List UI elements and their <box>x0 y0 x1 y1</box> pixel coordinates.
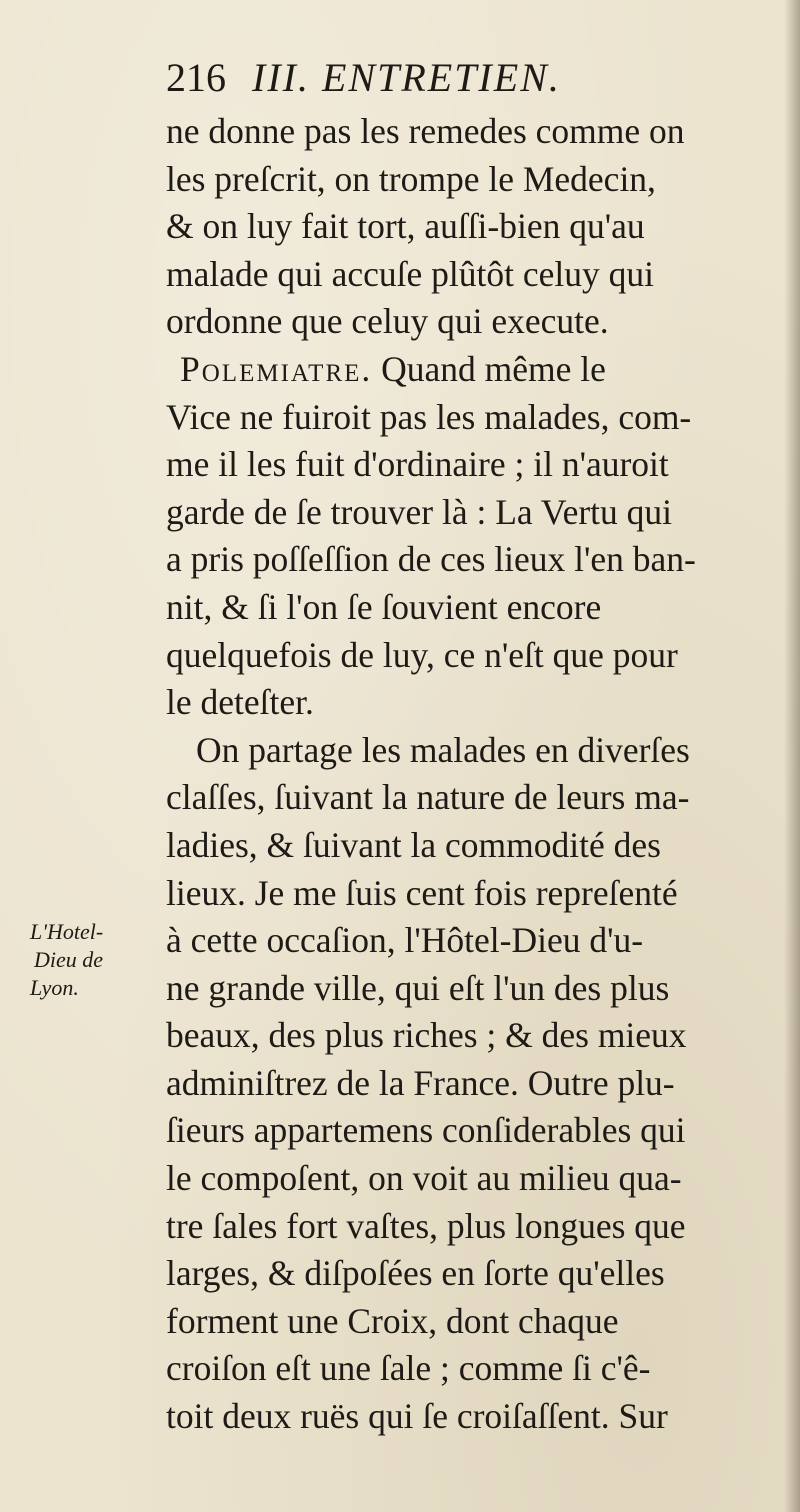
text-line: Vice ne fuiroit pas les malades, com- <box>166 396 692 437</box>
page-edge-shadow <box>784 0 800 1512</box>
margin-note-line: Dieu de <box>34 947 104 972</box>
text-line: le compoſent, on voit au milieu qua- <box>166 1158 682 1199</box>
text-line: a pris poſſeſſion de ces lieux l'en ban- <box>166 539 696 580</box>
text-line: nit, & ſi l'on ſe ſouvient encore <box>166 586 602 627</box>
text-line: beaux, des plus riches ; & des mieux <box>166 1015 687 1056</box>
text-line: quelquefois de luy, ce n'eſt que pour <box>166 634 678 675</box>
page-header <box>166 52 756 104</box>
text-line: garde de ſe trouver là : La Vertu qui <box>166 491 673 532</box>
text-line: lieux. Je me ſuis cent fois repreſenté <box>166 872 678 913</box>
text-line: & on luy fait tort, auſſi-bien qu'au <box>166 206 645 247</box>
text-line: ſieurs appartemens conſiderables qui <box>166 1110 686 1151</box>
text-line: le deteſter. <box>166 682 314 723</box>
text-line: forment une Croix, dont chaque <box>166 1300 619 1341</box>
running-title: III. ENTRETIEN. <box>252 55 561 100</box>
text-line: ne donne pas les remedes comme on <box>166 111 685 151</box>
speaker-line <box>166 346 766 394</box>
text-line: ordonne que celuy qui execute. <box>166 301 609 342</box>
margin-note-line: L'Hotel- <box>30 919 104 944</box>
body-text <box>166 108 766 1441</box>
text-line: à cette occaſion, l'Hôtel-Dieu d'u- <box>166 920 644 961</box>
margin-note <box>30 918 160 1002</box>
text-line: me il les fuit d'ordinaire ; il n'auroit <box>166 444 669 485</box>
speaker-text: Quand même le <box>372 348 606 389</box>
text-line: toit deux ruës qui ſe croiſaſſent. Sur <box>166 1396 668 1437</box>
text-line: tre ſales fort vaſtes, plus longues que <box>166 1205 686 1246</box>
text-line: malade qui accuſe plûtôt celuy qui <box>166 253 654 294</box>
text-line: ladies, & ſuivant la commodité des <box>166 824 661 865</box>
text-line: adminiſtrez de la France. Outre plu- <box>166 1062 675 1103</box>
text-line: croiſon eſt une ſale ; comme ſi c'ê- <box>166 1348 651 1389</box>
text-line: ne grande ville, qui eſt l'un des plus <box>166 967 670 1008</box>
page-number: 216 <box>166 55 226 100</box>
text-line: claſſes, ſuivant la nature de leurs ma- <box>166 777 690 818</box>
speaker-name: Polemiatre. <box>180 348 373 389</box>
text-line: les preſcrit, on trompe le Medecin, <box>166 158 656 199</box>
text-line: larges, & diſpoſées en ſorte qu'elles <box>166 1253 665 1294</box>
margin-note-line: Lyon. <box>30 975 79 1000</box>
paragraph-start-line: On partage les malades en diverſes <box>196 729 690 770</box>
